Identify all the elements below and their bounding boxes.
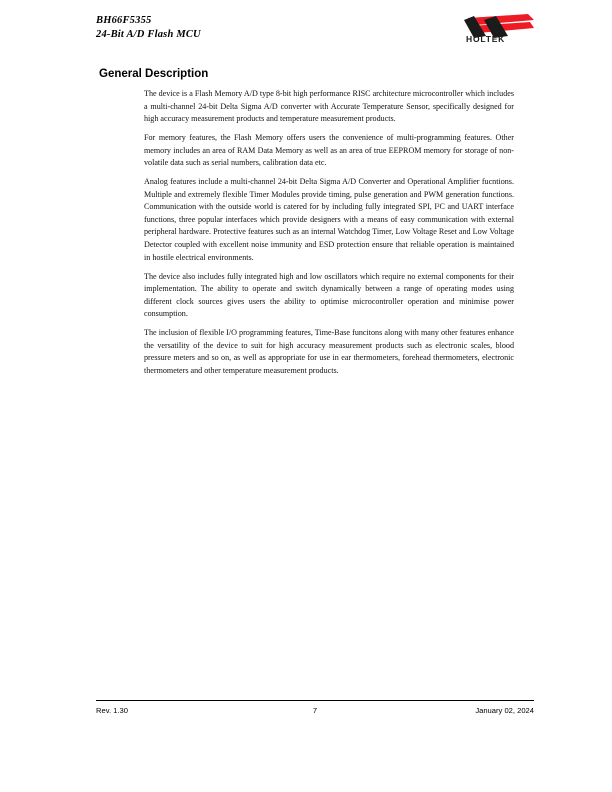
document-subtitle: 24-Bit A/D Flash MCU [96,29,201,40]
page-header [96,14,534,54]
paragraph: The device also includes fully integrated high and low oscillators which require no external components for their implementation. The ability to operate and switch dynamically between a range of operating modes using different clock sources gives users the ability to optimise microcontroller operation and minimise power consumption. [144,271,514,319]
general-description-body [144,88,514,377]
revision-label: Rev. 1.30 [96,706,128,715]
page-footer [96,706,534,720]
holtek-logo [424,14,534,44]
header-titles [96,14,201,41]
date-label: January 02, 2024 [475,706,534,715]
paragraph: The device is a Flash Memory A/D type 8-bit high performance RISC architecture microcontroller which includes a multi-channel 24-bit Delta Sigma A/D converter with Accurate Temperature Sensor, specifically designed for high accuracy measurement products and temperature measurement products. [144,89,514,124]
page-title: General Description [99,68,209,80]
footer-divider [96,700,534,701]
paragraph: For memory features, the Flash Memory offers users the convenience of multi-programming features. Other memory includes an area of RAM Data Memory as well as an area of true EEPROM memory for storage of non-volatile data such as serial numbers, calibration data etc. [144,133,514,168]
page-number: 7 [312,706,318,715]
svg-text:HOLTEK: HOLTEK [466,34,506,44]
paragraph: Analog features include a multi-channel 24-bit Delta Sigma A/D Converter and Operational Amplifier fucntions. Multiple and extremely flexible Timer Modules provide timing, pulse generation and PWM generation functions. Communication with the outside world is catered for by including fully integrated SPI, I²C and UART interface functions, three popular interfaces which provide designers with a means of easy communication with external peripheral hardware. Protective features such as an internal Watchdog Timer, Low Voltage Reset and Low Voltage Detector coupled with excellent noise immunity and ESD protection ensure that reliable operation is maintained in hostile electrical environments. [144,177,514,262]
part-number: BH66F5355 [96,15,152,26]
paragraph: The inclusion of flexible I/O programming features, Time-Base funcitons along with many other features enhance the versatility of the device to suit for high accuracy measurement products such as electronic scales, blood pressure meters and so on, as well as appropriate for use in ear thermometers, forehead thermometers, electronic thermometers and other temperature measurement products. [144,328,514,375]
